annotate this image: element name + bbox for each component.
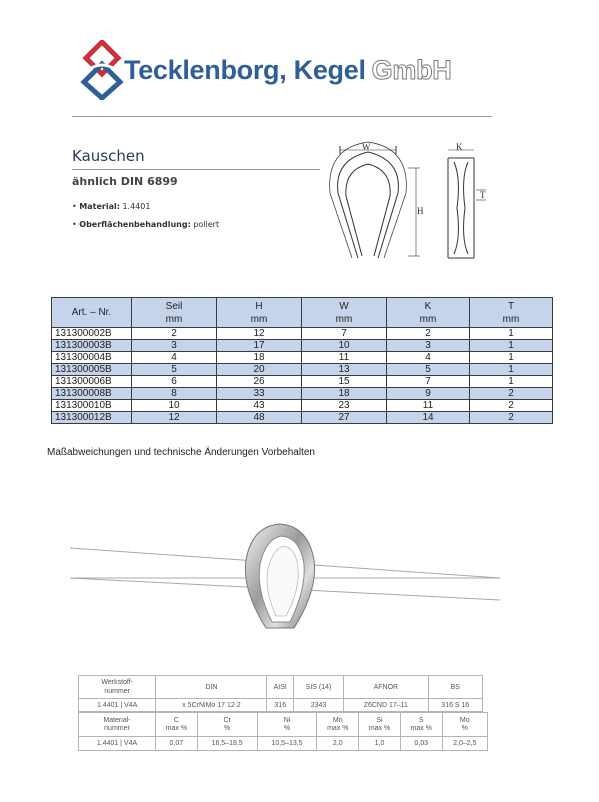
- col-header-seil: Seil mm: [132, 298, 217, 328]
- col-header-w: W mm: [302, 298, 387, 328]
- col-header-c: C max %: [156, 713, 198, 737]
- thimble-shape: [245, 524, 314, 628]
- table-row: 131300003B 3 17 10 3 1: [52, 340, 553, 352]
- table-row: 1.4401 | V4A 0,07 16,5–18,5 10,5–13,5 2,0 1,0 0,03 2,0–2,5: [79, 737, 488, 751]
- product-subtitle: ähnlich DIN 6899: [72, 175, 178, 188]
- col-header-din: DIN: [156, 676, 267, 699]
- table-footnote: Maßabweichungen und technische Änderungen Vorbehalten: [47, 447, 315, 458]
- table-row: 131300012B 12 48 27 14 2: [52, 412, 553, 424]
- col-header-werkstoffnummer: Werkstoff- nummer: [79, 676, 156, 699]
- spec-material-value: 1.4401: [122, 202, 151, 211]
- col-header-s: S max %: [400, 713, 442, 737]
- col-header-bs: BS: [428, 676, 482, 699]
- product-title: Kauschen: [72, 147, 145, 165]
- dimensions-table: [51, 297, 553, 424]
- table-row: 131300008B 8 33 18 9 2: [52, 388, 553, 400]
- front-view: [330, 142, 420, 258]
- col-header-mn: Mn max %: [317, 713, 359, 737]
- diagram-label-k: K: [456, 142, 463, 152]
- company-name: [124, 55, 451, 86]
- col-header-mo: Mo %: [442, 713, 487, 737]
- table-row: 131300006B 6 26 15 7 1: [52, 376, 553, 388]
- table-row: 131300005B 5 20 13 5 1: [52, 364, 553, 376]
- col-header-aisi: AISI: [267, 676, 294, 699]
- col-header-afnor: AFNOR: [344, 676, 429, 699]
- col-header-t: T mm: [470, 298, 553, 328]
- table-row: 1.4401 | V4A x 5CrNiMo 17 12 2 316 2343 Z6CND 17–11 316 S 16: [79, 699, 483, 712]
- table-row: 131300004B 4 18 11 4 1: [52, 352, 553, 364]
- title-divider: [72, 169, 320, 170]
- col-header-k: K mm: [387, 298, 470, 328]
- header-divider: [72, 116, 492, 117]
- spec-material: • Material: 1.4401: [72, 202, 151, 211]
- company-name-suffix: GmbH: [371, 55, 452, 85]
- table-row: 131300010B 10 43 23 11 2: [52, 400, 553, 412]
- spec-surface-value: poliert: [193, 220, 220, 229]
- col-header-materialnummer: Material- nummer: [79, 713, 156, 737]
- diagram-label-h: H: [417, 206, 424, 216]
- material-composition-table: [78, 712, 488, 751]
- table-row: 131300002B 2 12 7 2 1: [52, 328, 553, 340]
- col-header-h: H mm: [217, 298, 302, 328]
- diagram-label-w: W: [362, 142, 371, 152]
- material-standards-table: [78, 675, 483, 712]
- side-view: [448, 150, 486, 258]
- col-header-si: Si max %: [359, 713, 401, 737]
- spec-material-label: Material:: [79, 202, 120, 211]
- diagram-label-t: T: [480, 190, 486, 200]
- dimensions-table-header: [52, 298, 553, 328]
- col-header-cr: Cr %: [197, 713, 257, 737]
- thimble-photo: [70, 520, 500, 635]
- material-standards-header: [79, 676, 483, 699]
- company-name-main: Tecklenborg, Kegel: [124, 55, 366, 85]
- thimble-technical-drawing: [320, 138, 500, 268]
- material-composition-header: [79, 713, 488, 737]
- spec-surface-label: Oberflächenbehandlung:: [79, 220, 191, 229]
- col-header-art-nr: Art. – Nr.: [52, 298, 132, 328]
- col-header-ni: Ni %: [257, 713, 317, 737]
- col-header-sis: SIS (14): [294, 676, 344, 699]
- spec-surface: • Oberflächenbehandlung: poliert: [72, 220, 220, 229]
- company-logo: [78, 40, 126, 100]
